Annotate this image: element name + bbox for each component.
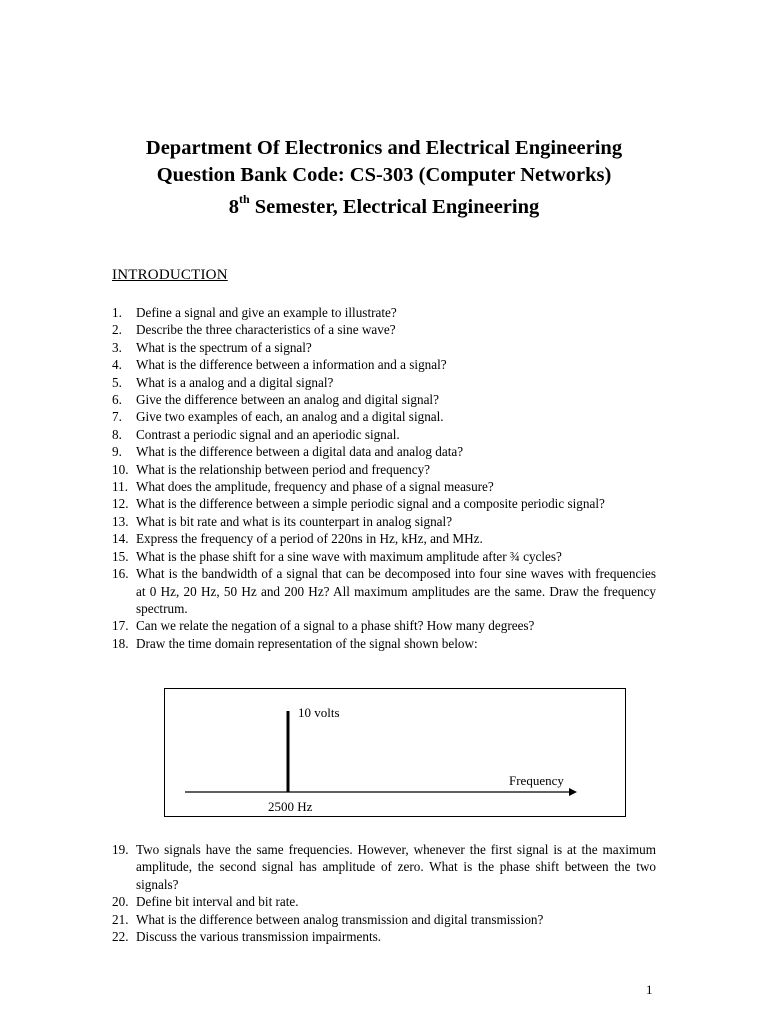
- frequency-domain-diagram: [164, 688, 626, 817]
- question-item: [112, 478, 656, 495]
- question-item: [112, 374, 656, 391]
- section-title: INTRODUCTION: [112, 267, 228, 283]
- department-title: Department Of Electronics and Electrical Engineering: [145, 137, 623, 159]
- question-text: What is the phase shift for a sine wave with maximum amplitude after ¾ cycles?: [136, 548, 562, 564]
- question-number: 18.: [112, 635, 129, 651]
- question-bank-code: Question Bank Code: CS-303 (Computer Networks): [156, 163, 612, 186]
- amplitude-label: 10 volts: [298, 705, 340, 720]
- question-item: [112, 893, 656, 910]
- question-item: [112, 565, 656, 617]
- question-item: [112, 513, 656, 530]
- semester-suffix: th: [238, 192, 250, 206]
- question-list-part1: [112, 304, 656, 652]
- question-number: 11.: [112, 479, 128, 495]
- question-text: What is the bandwidth of a signal that can be decomposed into four sine waves with frequencies at 0 Hz, 20 Hz, 50 Hz and 200 Hz? All maximum amplitudes are the same. Draw the frequency spectrum.: [136, 566, 656, 616]
- question-text: Give two examples of each, an analog and a digital signal.: [136, 409, 444, 425]
- question-number: 20.: [112, 894, 129, 910]
- question-list-part2: [112, 841, 656, 945]
- question-item: [112, 426, 656, 443]
- question-item: [112, 443, 656, 460]
- question-text: Discuss the various transmission impairments.: [136, 929, 382, 945]
- question-item: [112, 321, 656, 338]
- question-text: What is the difference between analog transmission and digital transmission?: [136, 911, 544, 927]
- question-number: 14.: [112, 531, 129, 547]
- question-number: 12.: [112, 496, 129, 512]
- question-number: 15.: [112, 548, 129, 564]
- question-item: [112, 530, 656, 547]
- question-item: [112, 928, 656, 945]
- axis-arrow-icon: [569, 788, 577, 796]
- question-text: Contrast a periodic signal and an aperiodic signal.: [136, 426, 400, 442]
- semester-number: 8: [228, 195, 239, 218]
- question-number: 2.: [112, 322, 122, 338]
- question-item: [112, 911, 656, 928]
- semester-text: Semester, Electrical Engineering: [249, 195, 540, 218]
- question-text: What is the difference between a digital data and analog data?: [136, 444, 464, 460]
- question-text: What is the spectrum of a signal?: [136, 339, 312, 355]
- question-text: Define a signal and give an example to illustrate?: [136, 305, 397, 320]
- question-item: [112, 408, 656, 425]
- question-number: 3.: [112, 339, 122, 355]
- question-text: What is bit rate and what is its counterpart in analog signal?: [136, 513, 453, 529]
- question-item: [112, 495, 656, 512]
- question-text: What does the amplitude, frequency and phase of a signal measure?: [136, 479, 494, 495]
- question-item: [112, 461, 656, 478]
- question-text: What is a analog and a digital signal?: [136, 374, 334, 390]
- question-text: Define bit interval and bit rate.: [136, 894, 299, 910]
- question-text: Describe the three characteristics of a sine wave?: [136, 322, 396, 338]
- question-text: Draw the time domain representation of the signal shown below:: [136, 635, 478, 651]
- question-item: [112, 339, 656, 356]
- question-number: 13.: [112, 513, 129, 529]
- frequency-label: 2500 Hz: [268, 799, 313, 814]
- question-number: 10.: [112, 461, 129, 477]
- question-number: 7.: [112, 409, 122, 425]
- question-text: What is the relationship between period and frequency?: [136, 461, 431, 477]
- question-text: Give the difference between an analog and digital signal?: [136, 392, 439, 408]
- question-number: 22.: [112, 929, 129, 945]
- question-item: [112, 391, 656, 408]
- question-number: 4.: [112, 357, 122, 373]
- question-text: Two signals have the same frequencies. However, whenever the first signal is at the maximum amplitude, the second signal has amplitude of zero. What is the phase shift between the two signals?: [136, 842, 656, 892]
- diagram-svg: [165, 689, 627, 818]
- question-text: Can we relate the negation of a signal to a phase shift? How many degrees?: [136, 618, 535, 634]
- question-number: 16.: [112, 566, 129, 582]
- question-item: [112, 841, 656, 893]
- question-number: 19.: [112, 842, 129, 857]
- question-number: 9.: [112, 444, 122, 460]
- question-number: 6.: [112, 392, 122, 408]
- question-item: [112, 548, 656, 565]
- question-number: 21.: [112, 911, 129, 927]
- question-item: [112, 356, 656, 373]
- question-number: 17.: [112, 618, 129, 634]
- axis-label: Frequency: [509, 773, 564, 788]
- question-text: Express the frequency of a period of 220ns in Hz, kHz, and MHz.: [136, 531, 483, 547]
- document-header: [0, 135, 768, 220]
- question-number: 8.: [112, 426, 122, 442]
- question-item: [112, 635, 656, 652]
- question-number: 1.: [112, 305, 122, 320]
- semester-line: [0, 188, 768, 220]
- question-item: [112, 617, 656, 634]
- question-item: [112, 304, 656, 321]
- page-number: 1: [646, 982, 653, 997]
- question-text: What is the difference between a simple periodic signal and a composite periodic signal?: [136, 496, 605, 512]
- question-text: What is the difference between a information and a signal?: [136, 357, 447, 373]
- question-number: 5.: [112, 374, 122, 390]
